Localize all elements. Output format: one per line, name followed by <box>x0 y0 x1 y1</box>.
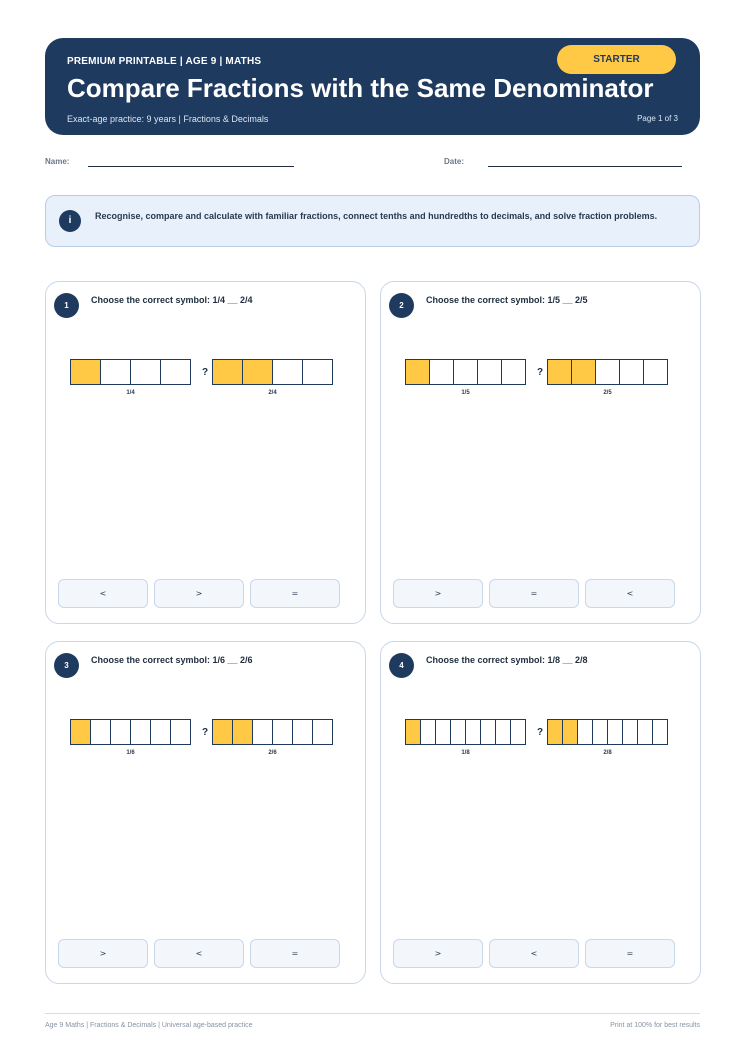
name-label: Name: <box>45 157 70 166</box>
header-subtitle: Exact-age practice: 9 years | Fractions & Decimals <box>67 114 269 124</box>
unshaded-part <box>293 720 313 744</box>
question-prompt: Choose the correct symbol: 1/4 __ 2/4 <box>91 295 253 305</box>
unshaded-part <box>273 360 303 384</box>
unshaded-part <box>644 360 667 384</box>
fraction-bar-right <box>547 719 668 745</box>
question-prompt: Choose the correct symbol: 1/5 __ 2/5 <box>426 295 588 305</box>
question-number: 3 <box>54 653 79 678</box>
page-number: Page 1 of 3 <box>637 114 678 123</box>
fraction-label-right: 2/6 <box>268 750 277 756</box>
fraction-label-right: 2/5 <box>603 390 612 396</box>
fraction-bar-left <box>70 359 191 385</box>
unshaded-part <box>653 720 667 744</box>
fraction-bar-left <box>405 719 526 745</box>
answer-option-button[interactable]: > <box>393 579 483 608</box>
unshaded-part <box>111 720 131 744</box>
unshaded-part <box>620 360 644 384</box>
answer-option-button[interactable]: > <box>393 939 483 968</box>
unshaded-part <box>101 360 131 384</box>
unshaded-part <box>481 720 496 744</box>
answer-option-button[interactable]: < <box>58 579 148 608</box>
shaded-part <box>243 360 273 384</box>
unshaded-part <box>253 720 273 744</box>
header-kicker: PREMIUM PRINTABLE | AGE 9 | MATHS <box>67 56 262 67</box>
question-number: 1 <box>54 293 79 318</box>
answer-option-button[interactable]: = <box>250 579 340 608</box>
unshaded-part <box>303 360 332 384</box>
answer-option-button[interactable]: = <box>585 939 675 968</box>
date-field[interactable] <box>488 166 682 167</box>
shaded-part <box>563 720 578 744</box>
unshaded-part <box>451 720 466 744</box>
answer-option-button[interactable]: > <box>58 939 148 968</box>
shaded-part <box>213 360 243 384</box>
unshaded-part <box>466 720 481 744</box>
question-card <box>45 641 366 984</box>
question-prompt: Choose the correct symbol: 1/8 __ 2/8 <box>426 655 588 665</box>
unshaded-part <box>593 720 608 744</box>
question-card <box>380 641 701 984</box>
worksheet-header <box>45 38 700 135</box>
unshaded-part <box>161 360 190 384</box>
answer-option-button[interactable]: = <box>489 579 579 608</box>
unshaded-part <box>502 360 525 384</box>
fraction-bar-right <box>212 359 333 385</box>
shaded-part <box>213 720 233 744</box>
fraction-bar-right <box>212 719 333 745</box>
question-card <box>45 281 366 624</box>
unshaded-part <box>91 720 111 744</box>
answer-option-button[interactable]: < <box>585 579 675 608</box>
fraction-label-right: 2/8 <box>603 750 612 756</box>
date-label: Date: <box>444 157 465 166</box>
page-title: Compare Fractions with the Same Denominator <box>67 73 654 103</box>
shaded-part <box>71 360 101 384</box>
answer-option-button[interactable]: = <box>250 939 340 968</box>
footer-left: Age 9 Maths | Fractions & Decimals | Universal age-based practice <box>45 1022 253 1029</box>
comparison-placeholder: ? <box>537 367 544 378</box>
unshaded-part <box>454 360 478 384</box>
answer-option-button[interactable]: < <box>154 939 244 968</box>
fraction-label-left: 1/5 <box>461 390 470 396</box>
level-badge: STARTER <box>557 45 676 74</box>
fraction-bar-left <box>405 359 526 385</box>
footer-right: Print at 100% for best results <box>610 1022 700 1029</box>
fraction-label-left: 1/4 <box>126 390 135 396</box>
fraction-label-left: 1/6 <box>126 750 135 756</box>
unshaded-part <box>273 720 293 744</box>
unshaded-part <box>131 360 161 384</box>
shaded-part <box>233 720 253 744</box>
question-number: 4 <box>389 653 414 678</box>
instructions-text: Recognise, compare and calculate with familiar fractions, connect tenths and hundredths to decimals, and solve fraction problems. <box>95 211 658 221</box>
question-number: 2 <box>389 293 414 318</box>
unshaded-part <box>638 720 653 744</box>
unshaded-part <box>313 720 332 744</box>
fraction-label-right: 2/4 <box>268 390 277 396</box>
unshaded-part <box>511 720 525 744</box>
unshaded-part <box>151 720 171 744</box>
fraction-bar-left <box>70 719 191 745</box>
question-card <box>380 281 701 624</box>
comparison-placeholder: ? <box>202 727 209 738</box>
unshaded-part <box>421 720 436 744</box>
instructions-panel <box>45 195 700 247</box>
shaded-part <box>71 720 91 744</box>
info-icon: i <box>59 210 81 232</box>
unshaded-part <box>496 720 511 744</box>
shaded-part <box>548 360 572 384</box>
unshaded-part <box>131 720 151 744</box>
unshaded-part <box>436 720 451 744</box>
shaded-part <box>572 360 596 384</box>
shaded-part <box>406 720 421 744</box>
fraction-bar-right <box>547 359 668 385</box>
unshaded-part <box>608 720 623 744</box>
shaded-part <box>406 360 430 384</box>
unshaded-part <box>478 360 502 384</box>
shaded-part <box>548 720 563 744</box>
answer-option-button[interactable]: > <box>154 579 244 608</box>
fraction-label-left: 1/8 <box>461 750 470 756</box>
unshaded-part <box>578 720 593 744</box>
answer-option-button[interactable]: < <box>489 939 579 968</box>
name-field[interactable] <box>88 166 294 167</box>
unshaded-part <box>623 720 638 744</box>
comparison-placeholder: ? <box>202 367 209 378</box>
comparison-placeholder: ? <box>537 727 544 738</box>
unshaded-part <box>596 360 620 384</box>
unshaded-part <box>430 360 454 384</box>
unshaded-part <box>171 720 190 744</box>
footer-divider <box>45 1013 700 1014</box>
question-prompt: Choose the correct symbol: 1/6 __ 2/6 <box>91 655 253 665</box>
